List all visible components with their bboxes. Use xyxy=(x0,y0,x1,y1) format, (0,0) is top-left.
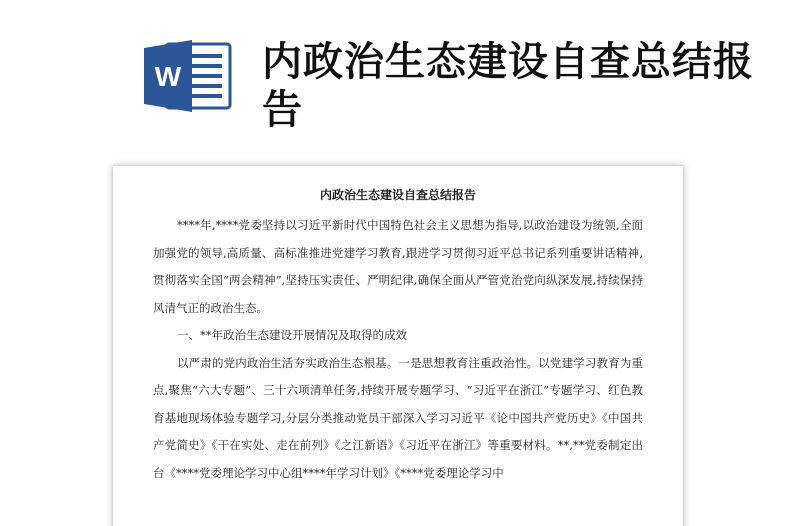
document-body xyxy=(153,186,643,487)
document-paragraph-2: 以严肃的党内政治生活夯实政治生态根基。一是思想教育注重政治性。以党建学习教育为重点,聚焦“六大专题”、三十六项清单任务,持续开展专题学习、“习近平在浙江”专题学习、红色教育基地现场体验专题学习,分层分类推动党员干部深入学习习近平《论中国共产党历史》《中国共产党简史》《干在实处、走在前列》《之江新语》《习近平在浙江》等重要材料。**,**党委制定出台《****党委理论学习中心组****年学习计划》《****党委理论学习中 xyxy=(153,355,643,480)
section-heading-1: 一、**年政治生态建设开展情况及取得的成效 xyxy=(177,328,407,342)
word-icon-letter: W xyxy=(154,61,182,92)
document-title: 内政治生态建设自查总结报告 xyxy=(319,188,476,202)
document-preview xyxy=(113,166,683,526)
document-paragraph-1: ****年,****党委坚持以习近平新时代中国特色社会主义思想为指导,以政治建设为统领,全面加强党的领导,高质量、高标准推进党建学习教育,跟进学习贯彻习近平总书记系列重要讲话精神,贯彻落实全国“两会精神”,坚持压实责任、严明纪律,确保全面从严管党治党向纵深发展,持续保持风清气正的政治生态。 xyxy=(153,218,643,315)
page-title: 内政治生态建设自查总结报告 xyxy=(262,39,754,133)
microsoft-word-icon xyxy=(140,38,236,114)
